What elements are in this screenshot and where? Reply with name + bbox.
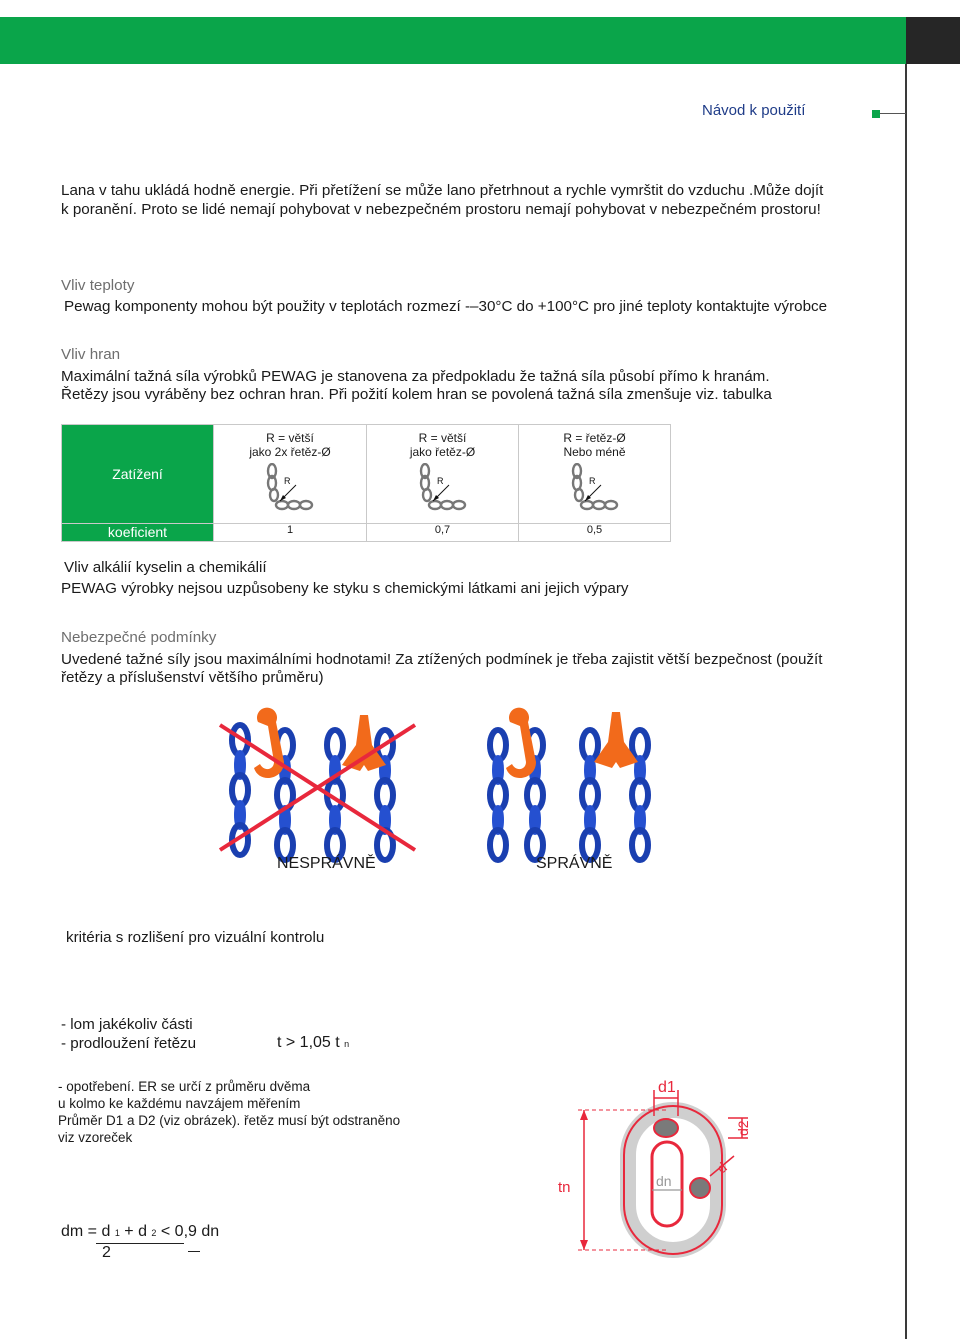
col-2-line-1: R = větší [418,431,467,445]
correct-hook-left [490,708,543,860]
correct-hook-right [582,712,648,860]
label-d: d [713,1159,730,1177]
right-label: SPRÁVNĚ [536,855,613,872]
label-tn: tn [558,1179,571,1196]
wear-formula [61,1223,219,1241]
title-marker-icon [872,110,880,118]
formula-subscript: n [344,1039,350,1049]
radius-label: R [588,476,595,486]
cross-section-d [690,1178,710,1198]
formula2-a: dm = d [61,1223,111,1240]
factor-label: koeficient [62,524,214,542]
chain-link-diagram [548,1070,788,1260]
intro-line-1: Lana v tahu ukládá hodně energie. Při přetížení se může lano přetrhnout a rychle vymrštit do vzduchu .Může dojít [61,182,824,199]
check-item-2: - prodloužení řetězu [61,1035,197,1052]
right-margin-line [905,64,907,1339]
check-item-1: - lom jakékoliv části [61,1016,193,1033]
formula2-c: < 0,9 dn [160,1223,220,1240]
formula-main: t > 1,05 t [277,1034,340,1051]
label-dn: dn [656,1173,672,1189]
title-marker-line [880,113,906,114]
col-3-line-2: Nebo méně [563,445,626,459]
radius-label: R [284,476,291,486]
formula2-sub1: 1 [114,1228,120,1238]
col-3-line-1: R = řetěz-Ø [563,431,626,445]
load-factor-table [61,424,671,542]
edge-chain-icon [565,463,625,513]
factor-value-1: 1 [214,524,367,542]
load-label: Zatížení [112,466,163,482]
edges-line-2: Řetězy jsou vyráběny bez ochran hran. Při požití kolem hran se povolená tažná síla zmenšuje viz. tabulka [61,386,772,403]
temperature-heading: Vliv teploty [61,277,135,294]
dangerous-line-1: Uvedené tažné síly jsou maximálními hodnotami! Za ztížených podmínek je třeba zajistit větší bezpečnost (použít [61,651,823,668]
chemicals-text: PEWAG výrobky nejsou uzpůsobeny ke styku s chemickými látkami ani jejich výpary [61,580,629,597]
criteria-heading: kritéria s rozlišení pro vizuální kontrolu [66,929,325,946]
formula2-b: + d [124,1223,147,1240]
table-col-2 [367,425,519,524]
header-bar-corner [906,17,960,64]
edges-heading: Vliv hran [61,346,121,363]
header-bar [0,17,906,64]
label-d1: d1 [658,1079,676,1096]
temperature-text: Pewag komponenty mohou být použity v teplotách rozmezí -–30°C do +100°C pro jiné teploty kontaktujte výrobce [64,298,828,315]
dangerous-line-2: řetězy a příslušenství většího průměru) [61,669,324,686]
fraction-dash [188,1251,200,1252]
col-1-line-2: jako 2x řetěz-Ø [249,445,331,459]
table-col-3 [519,425,671,524]
hook-illustration [180,700,680,870]
col-1-line-1: R = větší [266,431,314,445]
wrong-hook-right [327,715,393,860]
wear-line-4: viz vzoreček [58,1130,133,1145]
edge-chain-icon [413,463,473,513]
wear-line-2: u kolmo ke každému navzájem měřením [58,1096,301,1111]
wear-line-1: - opotřebení. ER se určí z průměru dvěma [58,1079,311,1094]
col-2-line-2: jako řetěz-Ø [409,445,476,459]
label-d2: d2 [735,1120,751,1136]
table-col-1 [214,425,367,524]
dangerous-heading: Nebezpečné podmínky [61,629,217,646]
factor-value-3: 0,5 [519,524,671,542]
page-title: Návod k použití [702,102,806,119]
cross-section-d1 [654,1119,678,1137]
intro-line-2: k poranění. Proto se lidé nemají pohybovat v nebezpečném prostoru nemají pohybovat v nebezpečném prostoru! [61,201,821,218]
chemicals-heading: Vliv alkálií kyselin a chemikálií [64,559,267,576]
factor-value-2: 0,7 [367,524,519,542]
row-label-load [62,425,214,524]
edges-line-1: Maximální tažná síla výrobků PEWAG je stanovena za předpokladu že tažná síla působí přímo k hranám. [61,368,770,385]
wear-line-3: Průměr D1 a D2 (viz obrázek). řetěz musí být odstraněno [58,1113,401,1128]
elongation-formula [277,1034,349,1052]
wrong-label: NESPRÁVNĚ [277,855,376,872]
formula2-sub2: 2 [151,1228,157,1238]
radius-label: R [436,476,443,486]
wear-text [58,1078,400,1146]
formula2-denominator: 2 [102,1244,111,1261]
edge-chain-icon [260,463,320,513]
